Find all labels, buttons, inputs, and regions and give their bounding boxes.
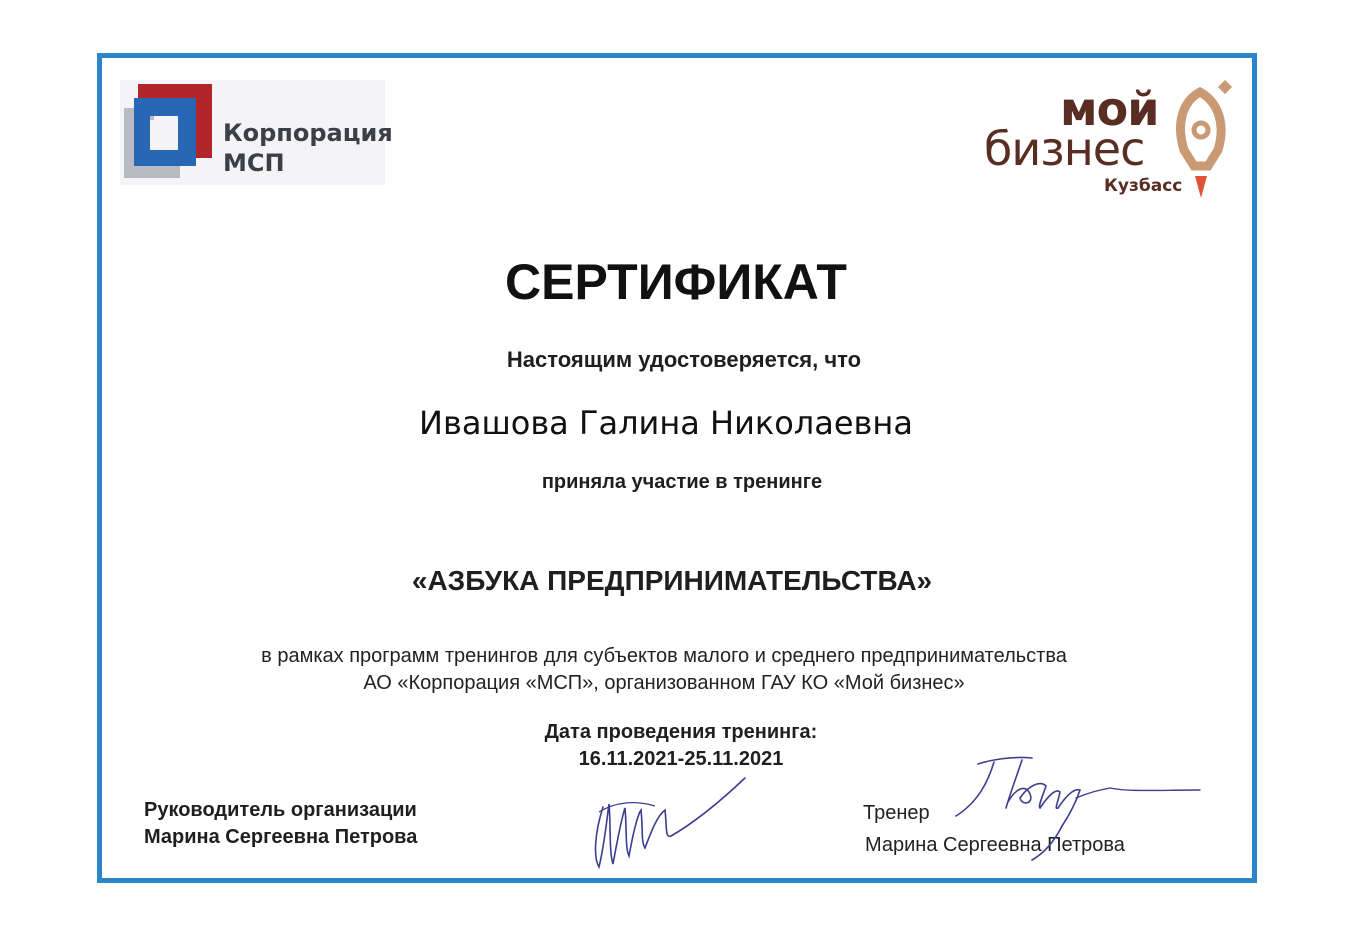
trainer-name: Марина Сергеевна Петрова bbox=[865, 834, 1125, 856]
moy-biznes-logo bbox=[980, 80, 1242, 205]
certificate-title: СЕРТИФИКАТ bbox=[505, 254, 847, 310]
trainer-signature bbox=[950, 752, 1205, 862]
participation-statement: приняла участие в тренинге bbox=[541, 471, 823, 493]
msp-logo-line1: Корпорация bbox=[223, 119, 393, 147]
head-name: Марина Сергеевна Петрова bbox=[144, 826, 418, 848]
msp-logo-line2: МСП bbox=[223, 149, 285, 177]
head-title: Руководитель организации bbox=[144, 799, 417, 821]
date-label: Дата проведения тренинга: bbox=[544, 721, 818, 743]
certify-statement: Настоящим удостоверяется, что bbox=[506, 347, 862, 372]
moy-biznes-line1: мой bbox=[1060, 82, 1159, 136]
msp-corporation-logo bbox=[120, 80, 393, 185]
date-range: 16.11.2021-25.11.2021 bbox=[578, 748, 784, 770]
rocket-icon bbox=[1168, 80, 1238, 202]
course-title: «АЗБУКА ПРЕДПРИНИМАТЕЛЬСТВА» bbox=[411, 565, 933, 596]
msp-logo-text bbox=[223, 118, 393, 178]
trainer-label: Тренер bbox=[863, 802, 930, 824]
msp-logo-mark-icon bbox=[120, 80, 220, 185]
head-signature bbox=[585, 772, 755, 877]
program-line-1: в рамках программ тренингов для субъектов малого и среднего предпринимательства bbox=[261, 645, 1067, 667]
program-description bbox=[0, 643, 1340, 697]
program-line-2: АО «Корпорация «МСП», организованном ГАУ КО «Мой бизнес» bbox=[363, 672, 965, 694]
head-of-organization bbox=[144, 797, 417, 851]
moy-biznes-line2: бизнес bbox=[984, 122, 1145, 176]
recipient-name: Ивашова Галина Николаевна bbox=[419, 404, 913, 442]
moy-biznes-region: Кузбасс bbox=[1104, 176, 1183, 196]
